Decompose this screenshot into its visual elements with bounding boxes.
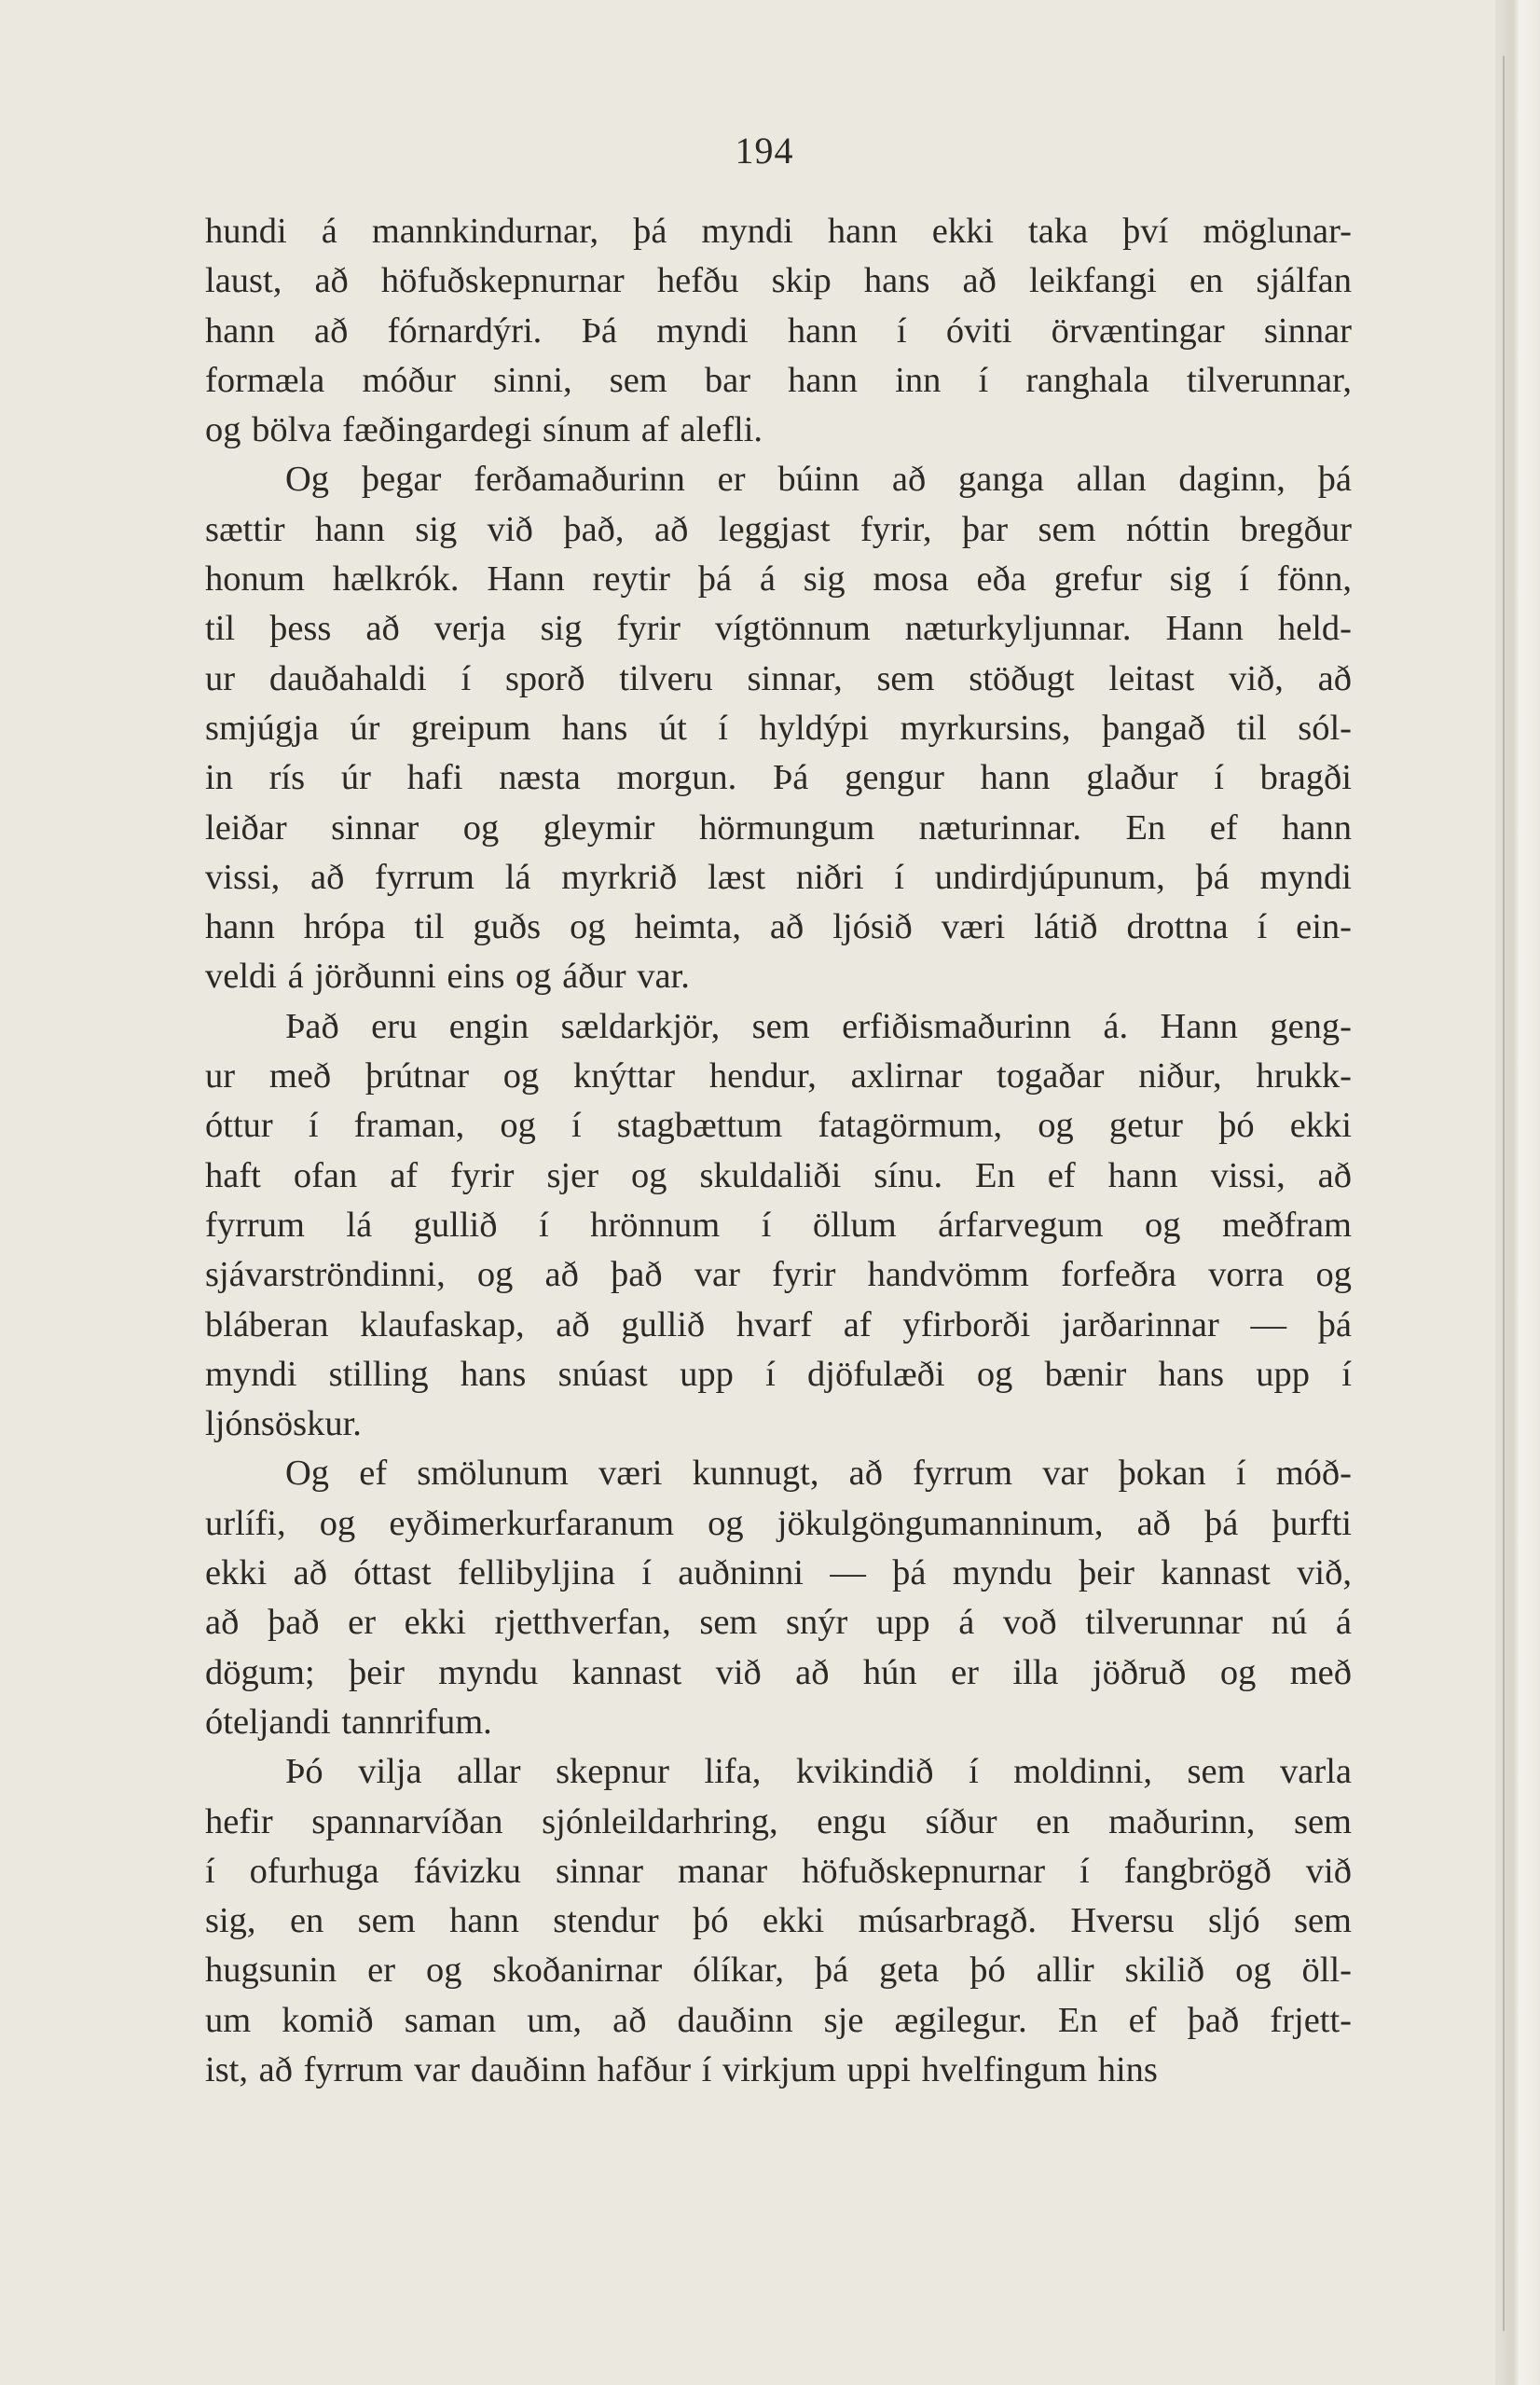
page-number: 194 bbox=[735, 130, 794, 172]
text-line: hugsunin er og skoðanirnar ólíkar, þá geta þó allir skilið og öll- bbox=[205, 1951, 1352, 1991]
text-line: Og ef smölunum væri kunnugt, að fyrrum var þokan í móð- bbox=[285, 1454, 1352, 1494]
paragraph bbox=[205, 207, 1352, 455]
text-line: sættir hann sig við það, að leggjast fyrir, þar sem nóttin bregður bbox=[205, 509, 1352, 549]
paragraph bbox=[205, 1449, 1352, 1747]
text-line: sig, en sem hann stendur þó ekki músarbragð. Hversu sljó sem bbox=[205, 1901, 1352, 1941]
text-line: in rís úr hafi næsta morgun. Þá gengur hann glaður í bragði bbox=[205, 758, 1352, 798]
text-line: vissi, að fyrrum lá myrkrið læst niðri í undirdjúpunum, þá myndi bbox=[205, 857, 1352, 897]
text-line: veldi á jörðunni eins og áður var. bbox=[205, 957, 690, 997]
text-line: haft ofan af fyrir sjer og skuldaliði sínu. En ef hann vissi, að bbox=[205, 1155, 1352, 1195]
text-line: honum hælkrók. Hann reytir þá á sig mosa eða grefur sig í fönn, bbox=[205, 559, 1352, 600]
text-line: sjávarströndinni, og að það var fyrir handvömm forfeðra vorra og bbox=[205, 1255, 1352, 1295]
paragraph bbox=[205, 1747, 1352, 2095]
text-line: hefir spannarvíðan sjónleildarhring, engu síður en maðurinn, sem bbox=[205, 1801, 1352, 1841]
text-line: ljónsöskur. bbox=[205, 1404, 362, 1444]
binding-shadow-line bbox=[1503, 56, 1505, 2331]
body-text bbox=[205, 207, 1352, 2095]
text-line: smjúgja úr greipum hans út í hyldýpi myrkursins, þangað til sól- bbox=[205, 708, 1352, 748]
text-line: ekki að óttast fellibyljina í auðninni — þá myndu þeir kannast við, bbox=[205, 1553, 1352, 1593]
text-line: hann að fórnardýri. Þá myndi hann í óviti örvæntingar sinnar bbox=[205, 310, 1352, 351]
paragraph bbox=[205, 1002, 1352, 1450]
text-line: Þó vilja allar skepnur lifa, kvikindið í moldinni, sem varla bbox=[285, 1752, 1352, 1792]
text-line: Það eru engin sældarkjör, sem erfiðismaðurinn á. Hann geng- bbox=[285, 1006, 1352, 1046]
text-line: hundi á mannkindurnar, þá myndi hann ekki taka því möglunar- bbox=[205, 212, 1352, 251]
text-line: myndi stilling hans snúast upp í djöfulæði og bænir hans upp í bbox=[205, 1354, 1352, 1394]
text-line: dögum; þeir myndu kannast við að hún er illa jöðruð og með bbox=[205, 1652, 1352, 1692]
text-line: ur með þrútnar og knýttar hendur, axlirnar togaðar niður, hrukk- bbox=[205, 1056, 1352, 1096]
text-line: hann hrópa til guðs og heimta, að ljósið væri látið drottna í ein- bbox=[205, 907, 1352, 947]
text-line: fyrrum lá gullið í hrönnum í öllum árfarvegum og meðfram bbox=[205, 1205, 1352, 1245]
text-line: í ofurhuga fávizku sinnar manar höfuðskepnurnar í fangbrögð við bbox=[205, 1851, 1352, 1891]
text-line: um komið saman um, að dauðinn sje ægilegur. En ef það frjett- bbox=[205, 2000, 1352, 2040]
text-line: óttur í framan, og í stagbættum fatagörmum, og getur þó ekki bbox=[205, 1106, 1352, 1146]
text-line: leiðar sinnar og gleymir hörmungum næturinnar. En ef hann bbox=[205, 807, 1352, 848]
text-line: bláberan klaufaskap, að gullið hvarf af yfirborði jarðarinnar — þá bbox=[205, 1304, 1352, 1344]
text-line: laust, að höfuðskepnurnar hefðu skip hans að leikfangi en sjálfan bbox=[205, 261, 1352, 301]
text-line: ist, að fyrrum var dauðinn hafður í virkjum uppi hvelfingum hins bbox=[205, 2049, 1158, 2089]
paragraph bbox=[205, 455, 1352, 1001]
text-line: Og þegar ferðamaðurinn er búinn að ganga allan daginn, þá bbox=[285, 460, 1352, 500]
text-line: að það er ekki rjetthverfan, sem snýr upp á voð tilverunnar nú á bbox=[205, 1603, 1352, 1643]
text-line: urlífi, og eyðimerkurfaranum og jökulgöngumanninum, að þá þurfti bbox=[205, 1503, 1352, 1543]
text-line: ur dauðahaldi í sporð tilveru sinnar, sem stöðugt leitast við, að bbox=[205, 658, 1352, 698]
text-line: og bölva fæðingardegi sínum af alefli. bbox=[205, 410, 763, 450]
text-line: óteljandi tannrifum. bbox=[205, 1702, 492, 1742]
text-line: til þess að verja sig fyrir vígtönnum næturkyljunnar. Hann held- bbox=[205, 609, 1352, 649]
text-line: formæla móður sinni, sem bar hann inn í ranghala tilverunnar, bbox=[205, 360, 1352, 400]
